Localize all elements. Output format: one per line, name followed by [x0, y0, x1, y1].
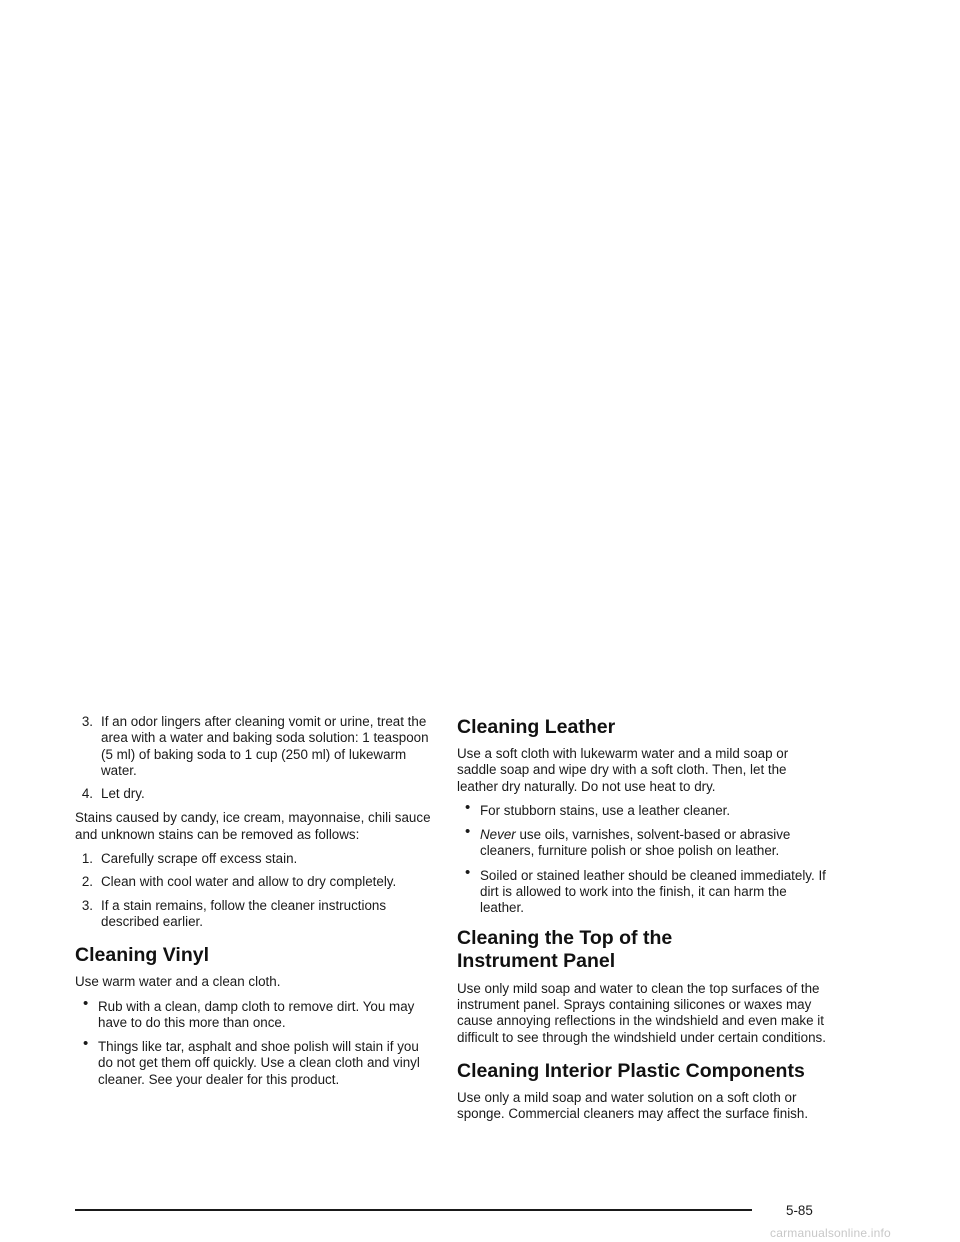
odor-steps-list — [75, 714, 437, 802]
list-item — [75, 898, 437, 931]
step-number: 1. — [81, 851, 93, 867]
vinyl-intro: Use warm water and a clean cloth. — [75, 974, 281, 990]
stains-intro: Stains caused by candy, ice cream, mayonnaise, chili sauce and unknown stains can be removed as follows: — [75, 810, 431, 842]
step-text: Clean with cool water and allow to dry completely. — [101, 874, 397, 890]
step-text: Carefully scrape off excess stain. — [101, 851, 298, 867]
list-item — [75, 714, 437, 779]
step-number: 2. — [81, 874, 93, 890]
list-item — [457, 823, 829, 860]
leather-bullets — [457, 798, 829, 917]
bullet-text: For stubborn stains, use a leather cleaner. — [480, 802, 731, 818]
list-item — [75, 786, 437, 802]
list-item — [75, 874, 437, 890]
list-item — [75, 851, 437, 867]
bullet-icon: • — [83, 1035, 89, 1053]
bullet-icon: • — [465, 798, 471, 816]
section-heading-interior-plastic: Cleaning Interior Plastic Components — [457, 1059, 805, 1082]
list-item — [457, 863, 829, 917]
list-item — [457, 798, 829, 819]
right-column — [457, 716, 829, 1130]
step-text-content: If an odor lingers after cleaning vomit or urine, treat the area with a water and baking soda solution: 1 teaspoon (5 ml) of baking soda to 1 cup (250 ml) of lukewarm water. — [101, 714, 429, 778]
page-number: 5-85 — [786, 1203, 813, 1218]
footer-rule — [75, 1209, 752, 1211]
left-column — [75, 714, 437, 1096]
list-item — [75, 1035, 437, 1088]
bullet-text: Things like tar, asphalt and shoe polish will stain if you do not get them off quickly. Use a clean cloth and vinyl cleaner. See your dealer for this product. — [98, 1039, 420, 1087]
bullet-text-rest: use oils, varnishes, solvent-based or abrasive cleaners, furniture polish or shoe polish on leather. — [480, 827, 791, 859]
bullet-text: Soiled or stained leather should be cleaned immediately. If dirt is allowed to work into the finish, it can harm the leather. — [480, 867, 826, 916]
plastic-body: Use only a mild soap and water solution on a soft cloth or sponge. Commercial cleaners may affect the surface finish. — [457, 1089, 809, 1122]
step-number: 4. — [81, 786, 93, 802]
section-heading-cleaning-leather: Cleaning Leather — [457, 716, 616, 738]
step-text: Let dry. — [101, 786, 145, 802]
watermark: carmanualsonline.info — [770, 1226, 891, 1240]
list-item — [75, 994, 437, 1032]
emphasis-never: Never — [480, 827, 516, 843]
bullet-icon: • — [465, 823, 471, 841]
step-number: 3. — [81, 897, 93, 913]
heading-line-2: Instrument Panel — [457, 950, 616, 973]
step-number: 3. — [81, 714, 93, 729]
section-heading-cleaning-vinyl: Cleaning Vinyl — [75, 944, 210, 967]
bullet-icon: • — [465, 863, 471, 881]
instrument-panel-body: Use only mild soap and water to clean the top surfaces of the instrument panel. Sprays containing silicones or waxes may cause annoying reflections in the windshield and even make it difficult to see through the windshield under certain conditions. — [457, 980, 826, 1045]
bullet-text — [480, 827, 790, 858]
leather-intro: Use a soft cloth with lukewarm water and a mild soap or saddle soap and wipe dry with a soft cloth. Then, let the leather dry naturally. Do not use heat to dry. — [457, 746, 789, 794]
step-text: If a stain remains, follow the cleaner instructions described earlier. — [101, 897, 387, 929]
bullet-icon: • — [83, 994, 89, 1012]
stain-steps-list — [75, 851, 437, 930]
vinyl-bullets — [75, 994, 437, 1088]
step-text — [101, 714, 437, 779]
heading-line-1: Cleaning the Top of the — [457, 926, 673, 949]
section-heading-instrument-panel — [457, 927, 829, 974]
bullet-text: Rub with a clean, damp cloth to remove dirt. You may have to do this more than once. — [98, 998, 415, 1030]
